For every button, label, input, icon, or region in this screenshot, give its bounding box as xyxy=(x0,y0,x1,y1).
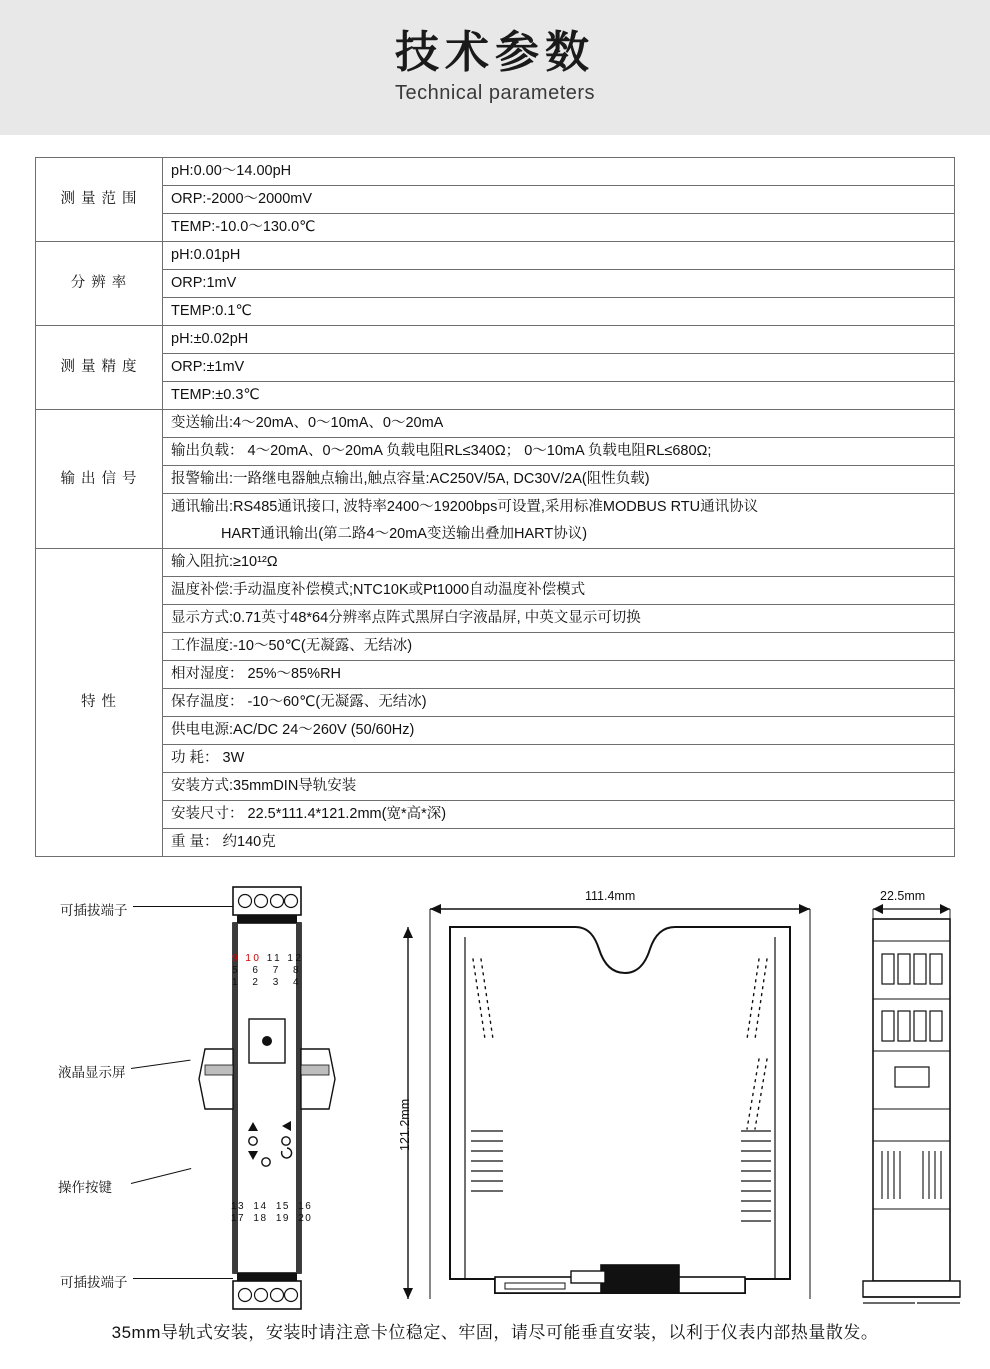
spec-value: ORP:±1mV xyxy=(163,354,955,382)
spec-label-measure-range: 测 量 范 围 xyxy=(36,158,163,242)
table-row xyxy=(36,242,955,270)
callout-lcd-label: 液晶显示屏 xyxy=(58,1065,126,1081)
table-row xyxy=(36,382,955,410)
spec-value: 安装尺寸： 22.5*111.4*121.2mm(宽*高*深) xyxy=(163,801,955,829)
spec-table xyxy=(35,157,955,857)
device-side-section-view xyxy=(375,879,845,1319)
table-row xyxy=(36,605,955,633)
table-row xyxy=(36,158,955,186)
table-row xyxy=(36,438,955,466)
spec-value: pH:0.00～14.00pH xyxy=(163,158,955,186)
dim-height-label: 121.2mm xyxy=(398,1099,412,1152)
terminal-num-13: 13 xyxy=(231,1201,246,1213)
callout-leader-2 xyxy=(131,1060,191,1069)
terminal-num-11: 11 xyxy=(266,953,283,965)
spec-value: 报警输出:一路继电器触点输出,触点容量:AC250V/5A, DC30V/2A(阻性负载) xyxy=(163,466,955,494)
spec-value: TEMP:-10.0～130.0℃ xyxy=(163,214,955,242)
terminal-num-16: 16 xyxy=(298,1201,313,1213)
terminal-num-5: 5 xyxy=(232,965,241,977)
terminal-num-10: 10 xyxy=(245,953,262,965)
table-row xyxy=(36,326,955,354)
dim-width-label: 111.4mm xyxy=(585,889,636,904)
callout-bottom-terminal-label: 可插拔端子 xyxy=(60,1275,128,1291)
table-row xyxy=(36,549,955,577)
device-front-view xyxy=(185,879,345,1319)
table-row xyxy=(36,717,955,745)
table-row xyxy=(36,186,955,214)
table-row xyxy=(36,773,955,801)
terminal-numbers-top xyxy=(232,953,304,989)
terminal-num-12: 12 xyxy=(287,953,304,965)
spec-value: 功 耗： 3W xyxy=(163,745,955,773)
terminal-num-14: 14 xyxy=(253,1201,268,1213)
terminal-num-15: 15 xyxy=(275,1201,290,1213)
spec-value: 输入阻抗:≥10¹²Ω xyxy=(163,549,955,577)
product-drawing xyxy=(0,871,990,1321)
footer-note: 35mm导轨式安装，安装时请注意卡位稳定、牢固，请尽可能垂直安装，以利于仪表内部热量散发。 xyxy=(111,1323,879,1342)
spec-value: 供电电源:AC/DC 24～260V (50/60Hz) xyxy=(163,717,955,745)
spec-value: 安装方式:35mmDIN导轨安装 xyxy=(163,773,955,801)
spec-value: 变送输出:4～20mA、0～10mA、0～20mA xyxy=(163,410,955,438)
spec-value: 重 量： 约140克 xyxy=(163,829,955,857)
terminal-num-2: 2 xyxy=(252,977,261,989)
spec-value: pH:±0.02pH xyxy=(163,326,955,354)
terminal-num-9: 9 xyxy=(232,953,241,965)
spec-value: ORP:-2000～2000mV xyxy=(163,186,955,214)
table-row xyxy=(36,270,955,298)
spec-value: pH:0.01pH xyxy=(163,242,955,270)
terminal-num-7: 7 xyxy=(272,965,281,977)
table-row xyxy=(36,298,955,326)
terminal-num-1: 1 xyxy=(232,977,241,989)
table-row xyxy=(36,633,955,661)
spec-value: 保存温度： -10～60℃(无凝露、无结冰) xyxy=(163,689,955,717)
table-row xyxy=(36,521,955,549)
table-row xyxy=(36,466,955,494)
page-title-cn: 技术参数 xyxy=(395,27,595,77)
callout-top-terminal-label: 可插拔端子 xyxy=(60,903,128,919)
spec-value: TEMP:0.1℃ xyxy=(163,298,955,326)
terminal-num-19: 19 xyxy=(275,1213,290,1225)
callout-keys-label: 操作按键 xyxy=(58,1180,112,1196)
terminal-num-8: 8 xyxy=(293,965,302,977)
page-title-en: Technical parameters xyxy=(394,82,596,105)
spec-value: 工作温度:-10～50℃(无凝露、无结冰) xyxy=(163,633,955,661)
table-row xyxy=(36,494,955,522)
spec-label-output-signal: 输 出 信 号 xyxy=(36,410,163,549)
table-row xyxy=(36,577,955,605)
spec-value: 温度补偿:手动温度补偿模式;NTC10K或Pt1000自动温度补偿模式 xyxy=(163,577,955,605)
terminal-num-6: 6 xyxy=(252,965,261,977)
table-row xyxy=(36,745,955,773)
callout-leader-3 xyxy=(131,1168,191,1184)
spec-label-resolution: 分 辨 率 xyxy=(36,242,163,326)
spec-value: TEMP:±0.3℃ xyxy=(163,382,955,410)
table-row xyxy=(36,354,955,382)
spec-table-wrap xyxy=(35,157,955,857)
spec-value: 输出负载： 4～20mA、0～20mA 负载电阻RL≤340Ω； 0～10mA 负载电阻RL≤680Ω; xyxy=(163,438,955,466)
spec-label-characteristics: 特 性 xyxy=(36,549,163,857)
spec-value-continuation xyxy=(163,521,955,549)
spec-value: ORP:1mV xyxy=(163,270,955,298)
table-row xyxy=(36,689,955,717)
table-row xyxy=(36,801,955,829)
dim-depth-label: 22.5mm xyxy=(880,889,926,904)
table-row xyxy=(36,214,955,242)
terminal-num-3: 3 xyxy=(272,977,281,989)
terminal-num-4: 4 xyxy=(293,977,302,989)
spec-value: 通讯输出:RS485通讯接口, 波特率2400～19200bps可设置,采用标准MODBUS RTU通讯协议 xyxy=(163,494,955,522)
spec-value: 相对湿度： 25%～85%RH xyxy=(163,661,955,689)
table-row xyxy=(36,410,955,438)
spec-value-continuation-text: HART通讯输出(第二路4～20mA变送输出叠加HART协议) xyxy=(221,526,588,543)
spec-label-accuracy: 测 量 精 度 xyxy=(36,326,163,410)
device-narrow-side-view xyxy=(855,879,975,1319)
terminal-num-20: 20 xyxy=(298,1213,313,1225)
table-row xyxy=(36,661,955,689)
terminal-numbers-bottom xyxy=(231,1201,312,1225)
terminal-num-18: 18 xyxy=(253,1213,268,1225)
table-row xyxy=(36,829,955,857)
page-header xyxy=(0,0,990,135)
spec-value: 显示方式:0.71英寸48*64分辨率点阵式黑屏白字液晶屏, 中英文显示可切换 xyxy=(163,605,955,633)
terminal-num-17: 17 xyxy=(231,1213,246,1225)
